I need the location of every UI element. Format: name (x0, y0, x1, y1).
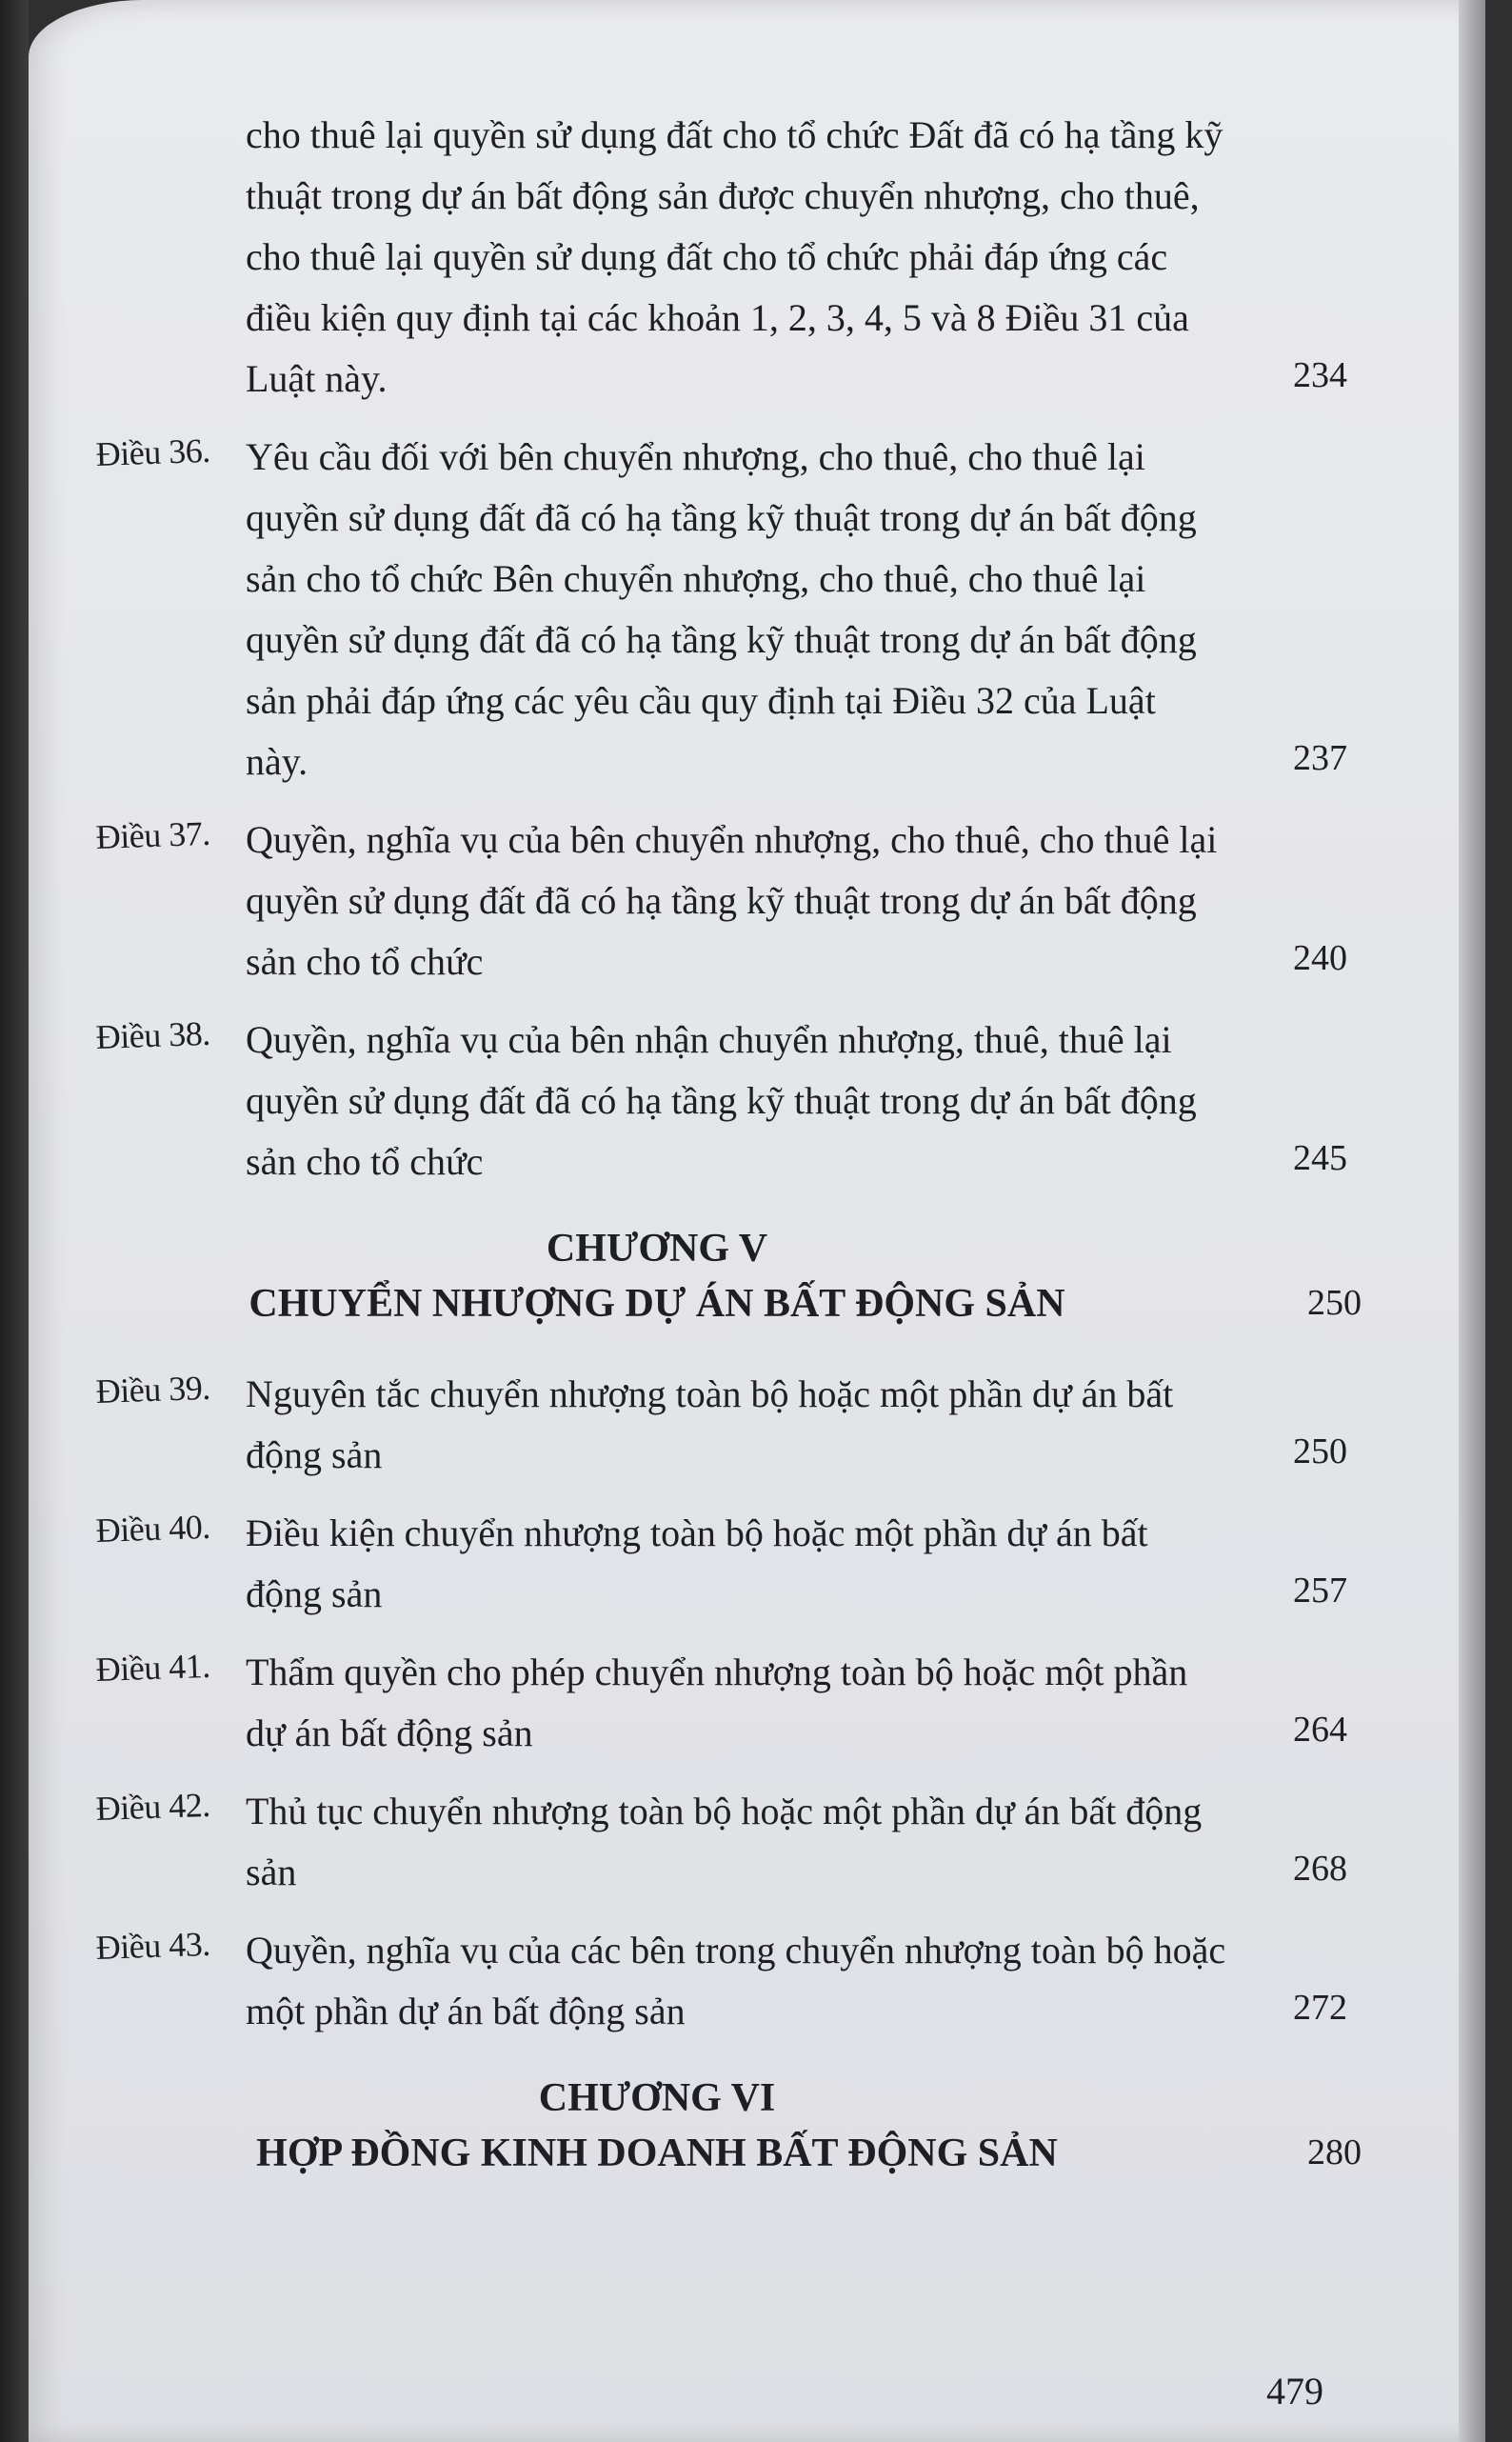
article-title: Quyền, nghĩa vụ của bên nhận chuyển nhượng, thuê, thuê lại quyền sử dụng đất đã có hạ tầng kỹ thuật trong dự án bất động sản cho tổ chức (246, 1018, 1197, 1183)
chapter-page-number: 250 (1307, 1283, 1362, 1323)
page-number: 245 (1293, 1138, 1347, 1178)
article-label: Điều 41. (95, 1646, 211, 1689)
article-title: Yêu cầu đối với bên chuyển nhượng, cho thuê, cho thuê lại quyền sử dụng đất đã có hạ tầng kỹ thuật trong dự án bất động sản cho tổ chức Bên chuyển nhượng, cho thuê, cho thuê lại quyền sử dụng đất đã có hạ tầng kỹ thuật trong dự án bất động sản phải đáp ứng các yêu cầu quy định tại Điều 32 của Luật này. (246, 435, 1197, 783)
chapter-number: CHƯƠNG V (546, 1227, 768, 1271)
article-label: Điều 37. (95, 813, 211, 856)
article-title: Quyền, nghĩa vụ của các bên trong chuyển nhượng toàn bộ hoặc một phần dự án bất động sản (246, 1929, 1226, 2032)
article-title: Nguyên tắc chuyển nhượng toàn bộ hoặc một phần dự án bất động sản (246, 1372, 1174, 1476)
chapter-title: CHUYỂN NHƯỢNG DỰ ÁN BẤT ĐỘNG SẢN (249, 1282, 1065, 1326)
article-label: Điều 38. (95, 1013, 211, 1056)
book-page (29, 0, 1485, 2442)
page-number: 264 (1293, 1710, 1347, 1750)
article-title: Điều kiện chuyển nhượng toàn bộ hoặc một phần dự án bất động sản (246, 1511, 1148, 1615)
chapter-title: HỢP ĐỒNG KINH DOANH BẤT ĐỘNG SẢN (256, 2132, 1058, 2175)
article-label: Điều 43. (95, 1924, 211, 1967)
toc-entry-dieu-36 (95, 427, 1371, 792)
page-number: 250 (1293, 1431, 1347, 1471)
toc-entry-dieu-42 (95, 1781, 1371, 1903)
table-of-contents (95, 105, 1371, 2213)
article-label: Điều 40. (95, 1507, 211, 1550)
page-number: 234 (1293, 355, 1347, 395)
article-label: Điều 36. (95, 430, 211, 473)
article-title: cho thuê lại quyền sử dụng đất cho tổ chức Đất đã có hạ tầng kỹ thuật trong dự án bất động sản được chuyển nhượng, cho thuê, cho thuê lại quyền sử dụng đất cho tổ chức phải đáp ứng các điều kiện quy định tại các khoản 1, 2, 3, 4, 5 và 8 Điều 31 của Luật này. (246, 113, 1224, 400)
page-number: 240 (1293, 938, 1347, 978)
article-label: Điều 39. (95, 1368, 211, 1411)
chapter-heading-vi (95, 2071, 1371, 2181)
page-number: 268 (1293, 1849, 1347, 1889)
folio-page-number: 479 (1266, 2370, 1323, 2412)
article-title: Quyền, nghĩa vụ của bên chuyển nhượng, cho thuê, cho thuê lại quyền sử dụng đất đã có hạ tầng kỹ thuật trong dự án bất động sản cho tổ chức (246, 818, 1218, 983)
page-edge (1459, 0, 1485, 2442)
toc-entry-dieu-39 (95, 1364, 1371, 1486)
toc-entry-dieu-40 (95, 1503, 1371, 1625)
book-spine-shadow (0, 0, 29, 2442)
article-title: Thẩm quyền cho phép chuyển nhượng toàn bộ hoặc một phần dự án bất động sản (246, 1651, 1188, 1754)
toc-entry-dieu-37 (95, 810, 1371, 992)
chapter-heading-v (95, 1221, 1371, 1331)
toc-entry-dieu-43 (95, 1920, 1371, 2042)
page-number: 257 (1293, 1571, 1347, 1611)
toc-entry-continued (95, 105, 1371, 410)
article-label: Điều 42. (95, 1785, 211, 1828)
toc-entry-dieu-38 (95, 1010, 1371, 1192)
toc-entry-dieu-41 (95, 1642, 1371, 1764)
page-number: 272 (1293, 1988, 1347, 2028)
chapter-number: CHƯƠNG VI (538, 2076, 776, 2120)
chapter-page-number: 280 (1307, 2132, 1362, 2172)
article-title: Thủ tục chuyển nhượng toàn bộ hoặc một phần dự án bất động sản (246, 1790, 1203, 1893)
page-number: 237 (1293, 738, 1347, 778)
